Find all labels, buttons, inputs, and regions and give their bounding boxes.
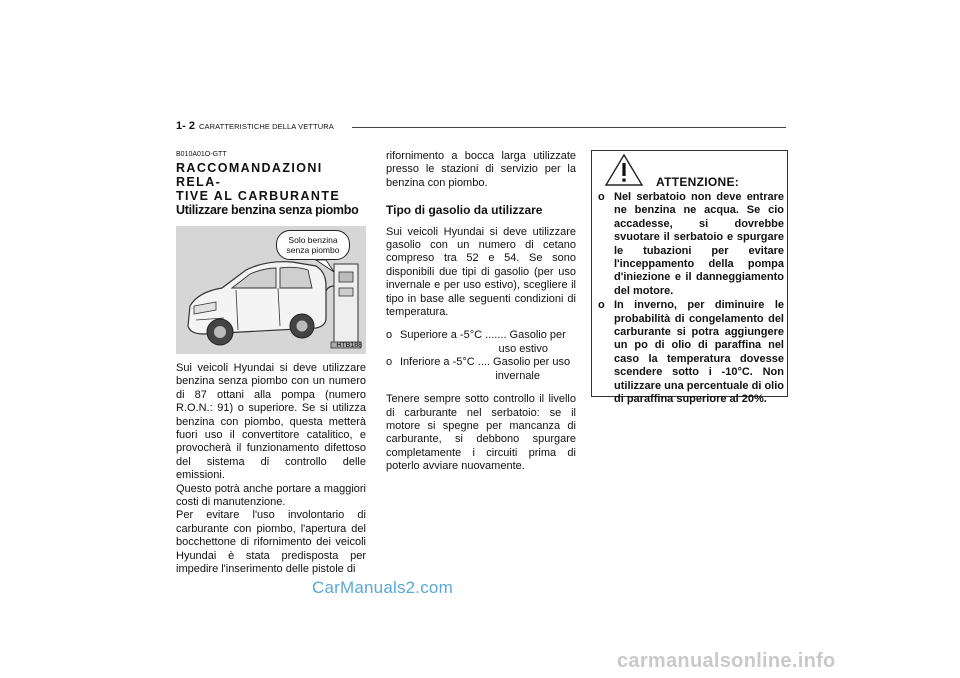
paragraph-filler-neck: Per evitare l'uso involontario di carburante con piombo, l'apertura del bocchettone di rifornimento dei veicoli Hyundai è stata predisposta per impedire l'inserimento delle pistole di: [176, 509, 366, 576]
option-label: Inferiore a -5°C .... Gasolio per uso: [400, 356, 571, 369]
option-value: uso estivo: [498, 342, 548, 355]
warning-text: Nel serbatoio non deve entrare ne benzina ne acqua. Se cio accadesse, si dovrebbe svuotare il serbatoio e spurgare le tubazioni per evitare l'inceppamento della pompa d'iniezione e il danneggiamento del motore.: [614, 191, 784, 297]
temperature-options: [386, 329, 576, 383]
bullet: o: [598, 191, 605, 203]
figure-code: HTB188: [336, 341, 362, 349]
paragraph-unleaded: Sui veicoli Hyundai si deve utilizzare benzina senza piombo con un numero di 87 ottani alla pompa (numero R.O.N.: 91) o superiore. Se si utilizza benzina con piombo, questa metterà fuori uso il convertitore catalitico, e provocherà il funzionamento difettoso del sistema di controllo delle emissioni.: [176, 362, 366, 482]
paragraph-maintenance-costs: Questo potrà anche portare a maggiori costi di manutenzione.: [176, 482, 366, 509]
bullet: o: [386, 356, 393, 369]
warning-title: ATTENZIONE:: [656, 175, 740, 189]
section-subheading: Utilizzare benzina senza piombo: [176, 203, 359, 217]
column-middle: [386, 150, 576, 474]
page-number: 1- 2: [176, 120, 195, 132]
paragraph-fuel-level: Tenere sempre sotto controllo il livello di carburante nel serbatoio: se il motore si spegne per mancanza di carburante, si debbono spurgare completamente i circuiti prima di poterlo avviare nuovamente.: [386, 393, 576, 473]
paragraph-cetane: Sui veicoli Hyundai si deve utilizzare gasolio con un numero di cetano compreso tra 52 e 54. Se sono disponibili due tipi di gasolio (per uso invernale e per uso estivo), scegliere il tipo in base alle seguenti condizioni di temperatura.: [386, 225, 576, 319]
header-rule: [352, 127, 786, 128]
bullet: o: [386, 329, 393, 342]
warning-text: In inverno, per diminuire le probabilità di congelamento del carburante si potra aggiungere un po di olio di paraffina nel caso la temperatura dovesse scendere sotto i -10°C. Non utilizzare una percentuale di olio di paraffina superiore al 20%.: [614, 299, 784, 406]
bullet: o: [598, 299, 605, 312]
option-label: Superiore a -5°C ....... Gasolio per: [400, 329, 566, 342]
bubble-line2: senza piombo: [286, 245, 340, 255]
column-left: [176, 150, 366, 577]
car-fuel-illustration: [176, 226, 366, 354]
section-title: CARATTERISTICHE DELLA VETTURA: [199, 122, 334, 131]
section-heading-line2: TIVE AL CARBURANTE: [176, 189, 341, 203]
list-item: [598, 191, 784, 298]
warning-list: [598, 191, 784, 408]
option-value: invernale: [495, 369, 540, 382]
list-item: [386, 356, 576, 383]
list-item: [386, 329, 576, 356]
page-header: [176, 120, 786, 136]
watermark-carmanualsonline: carmanualsonline.info: [617, 650, 836, 672]
warning-triangle-icon: [604, 153, 644, 187]
section-heading-line1: RACCOMANDAZIONI RELA-: [176, 161, 323, 189]
section-code: B010A01O-GTT: [176, 151, 227, 158]
paragraph-continuation: rifornimento a bocca larga utilizzate presso le stazioni di servizio per la benzina con piombo.: [386, 150, 576, 189]
warning-box: [591, 150, 788, 406]
bubble-line1: Solo benzina: [288, 235, 338, 245]
watermark-carmanuals2[interactable]: CarManuals2.com: [312, 578, 453, 597]
list-item: [598, 299, 784, 406]
diesel-heading: Tipo di gasolio da utilizzare: [386, 203, 543, 218]
speech-bubble: [276, 230, 350, 260]
